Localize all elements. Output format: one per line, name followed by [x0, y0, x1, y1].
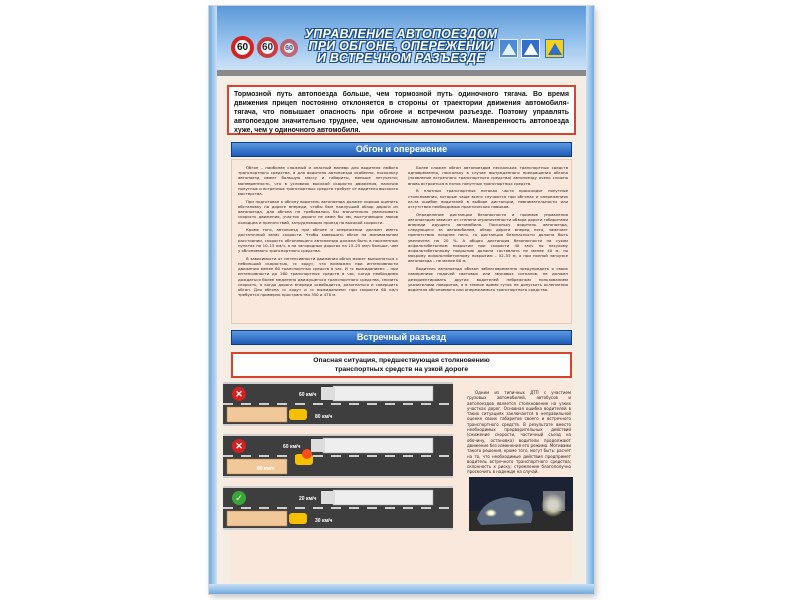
text-column-right [408, 165, 568, 295]
paragraph: В плотных транспортных потоках часто происходят попутные столкновения, которые чаще всего случаются при обгонах и опережениях из-за ошибок водителей в выборе дистанции, невнимательности или отсутствия необходимых практических навыков. [408, 188, 568, 209]
speed-label: 30 км/ч [315, 518, 333, 524]
speed-label: 60 км/ч [299, 392, 317, 398]
title-line: УПРАВЛЕНИЕ АВТОПОЕЗДОМ [304, 27, 498, 41]
road-scenario [223, 486, 453, 530]
road-scenarios-diagram [223, 382, 453, 532]
svg-text:✕: ✕ [235, 389, 243, 399]
road-scenario [223, 382, 453, 426]
section-title-overtaking: Обгон и опережение [231, 142, 572, 157]
danger-title-line: Опасная ситуация, предшествующая столкновению [313, 357, 490, 364]
frame-border [209, 584, 594, 594]
oncoming-truck [333, 386, 433, 401]
oncoming-truck-cab [321, 387, 335, 400]
paragraph: При подготовке к обгону водитель автопоезда должен хорошо оценить обстановку на дороге впереди, чтобы был наилучший обзор дороги из автопоезда, для обгона не требовалось бы значительно увеличивать скорость движения, участок дороги не имел бы ям, выступающих люков колодцев и препятствий, затрудняющих проезд на высокой скорости. [238, 198, 398, 225]
sign-value: 60 [285, 44, 293, 52]
paragraph: Более сложен обгон автопоездом нескольких транспортных средств одновременно, поскольку в случае вынужденного прекращения обгона (появление встречного транспортного средства) автопоезду очень сложно вновь встроиться в поток попутных транспортных средств. [408, 165, 568, 186]
frame-border [586, 6, 594, 594]
pedestrian-crossing-sign-icon [521, 39, 540, 58]
speed-limit-sign-icon [257, 37, 278, 58]
paragraph: В зависимости от интенсивности движения обгон может выполняться с небольшой скоростью, «с ходу», что возможно при интенсивности движения менее 60 транспортных средств в час. И «с выжиданием» – при интенсивности до 160 транспортных средств в час, когда необходимо дождаться более медленно движущегося транспортного средства, снизить скорость, а когда дорога впереди освободится, разогнаться и совершить обгон. Для обгона «с ходу» и «с выжиданием» при скорости 60 км/ч требуется примерно пространство 350 и 470 м. [238, 255, 398, 298]
paragraph: Обгон – наиболее сложный и опасный маневр для водителя любого транспортного средства, а для водителя автопоезда особенно, поскольку автопоезд имеет большую массу и габариты, меньше летучести; маневренность, что в условиях высокой скорости движения, наличия попутных и встречных транспортных средств требует от водителя высокого мастерства. [238, 165, 398, 197]
speed-limit-sign-icon [231, 36, 254, 59]
title-line: И ВСТРЕЧНОМ РАЗЪЕЗДЕ [317, 51, 485, 65]
svg-text:✕: ✕ [235, 441, 243, 451]
own-truck [227, 511, 287, 526]
sign-value: 60 [261, 42, 274, 53]
poster-header [209, 6, 594, 76]
speed-label: 80 км/ч [257, 466, 275, 472]
overtaking-text-panel [231, 159, 572, 324]
text-column-left [238, 165, 398, 300]
sign-value: 60 [236, 42, 249, 53]
paragraph: Водитель автопоезда обязан заблаговременно предупредить о своих намерениях подачей световых или звуковых сигналов, не должен дезориентировать других водителей небрежным пользованием указателями поворотов, а в темное время суток не допускать ослепления водителя обгоняемого или опережаемого транспортного средства. [408, 266, 568, 292]
danger-situation-title [231, 352, 572, 378]
oncoming-text [467, 390, 571, 475]
road-strip [209, 70, 594, 76]
collision-icon [302, 449, 312, 459]
poster-title [301, 28, 501, 64]
paragraph: Определение дистанции безопасности и приемов управления автопоездом зависит от степени ограниченности обзора дороги габаритами впереди идущего автомобиля. Поскольку водитель автопоезда, следующего за автомобилем, обзор дороги вперед него, замечает препятствия позднее него, то дистанция безопасности должна быть увеличена на 20 %. А общая дистанция безопасности на сухом асфальтобетонном покрытии при скорости 40 км/ч по несухому асфальтобетонному покрытию должна составлять не менее 40 м, по мокрому асфальтобетонному покрытию – 52–55 м, а при полной загрузке автопоезда – не менее 60 м. [408, 211, 568, 264]
own-car [289, 409, 307, 420]
speed-limit-sign-icon [280, 39, 298, 57]
pedestrian-crossing-sign-icon [545, 39, 564, 58]
own-car [289, 513, 307, 524]
oncoming-truck-cab [311, 439, 325, 452]
frame-border [209, 6, 217, 594]
oncoming-truck-cab [321, 491, 335, 504]
intro-box: Тормозной путь автопоезда больше, чем тормозной путь одиночного тягача. Во время движения прицеп постоянно отклоняется в стороны от траектории движения автомобиля-тягача, что повышает опасность при обгоне и встречном разъезде. Поэтому управлять автопоездом значительно труднее, чем одиночным автомобилем. Маневренность автопоезда хуже, чем у одиночного автомобиля. [227, 85, 576, 135]
own-truck [227, 407, 287, 422]
poster [209, 6, 594, 594]
svg-text:✓: ✓ [235, 494, 243, 504]
headlights-photo [469, 477, 573, 531]
speed-label: 60 км/ч [283, 444, 301, 450]
pedestrian-crossing-sign-icon [499, 39, 518, 58]
paragraph: Одним из типичных ДТП с участием грузовых автомобилей, автобусов и автопоездов является столкновение на узких участках дорог. Основная ошибка водителей в таких ситуациях заключается в неправильной оценке своих габаритов своего и встречного транспортного средств. В результате вместо необходимых предварительных действий (снижение скорости, частичный съезд на обочину, остановка) водители продолжают движение без изменения его режима. Мотивами такого решения, кроме того, могут быть: расчет на то, что необходимые действия предпримет водитель встречного транспортного средства; склонность к риску; стремление благополучно проскочить в надежде на случай. [467, 390, 571, 475]
oncoming-truck [323, 438, 433, 453]
oncoming-truck [333, 490, 433, 505]
speed-label: 20 км/ч [299, 496, 317, 502]
paragraph: Кроме того, автопоезд при обгоне и опережении должен иметь достаточный запас скорости. Чтобы завершить обгон на минимальном расстоянии, скорость обгоняющего автопоезда должна быть в населенных пунктах на 10–15 км/ч, а на загородных дорогах на 15–25 км/ч больше, чем у обгоняемого транспортного средства. [238, 227, 398, 254]
title-line: ПРИ ОБГОНЕ, ОПЕРЕЖЕНИИ [308, 39, 494, 53]
speed-label: 80 км/ч [315, 414, 333, 420]
road-scenario [223, 434, 453, 478]
danger-title-line: транспортных средств на узкой дороге [334, 366, 469, 373]
section-title-oncoming: Встречный разъезд [231, 330, 572, 345]
